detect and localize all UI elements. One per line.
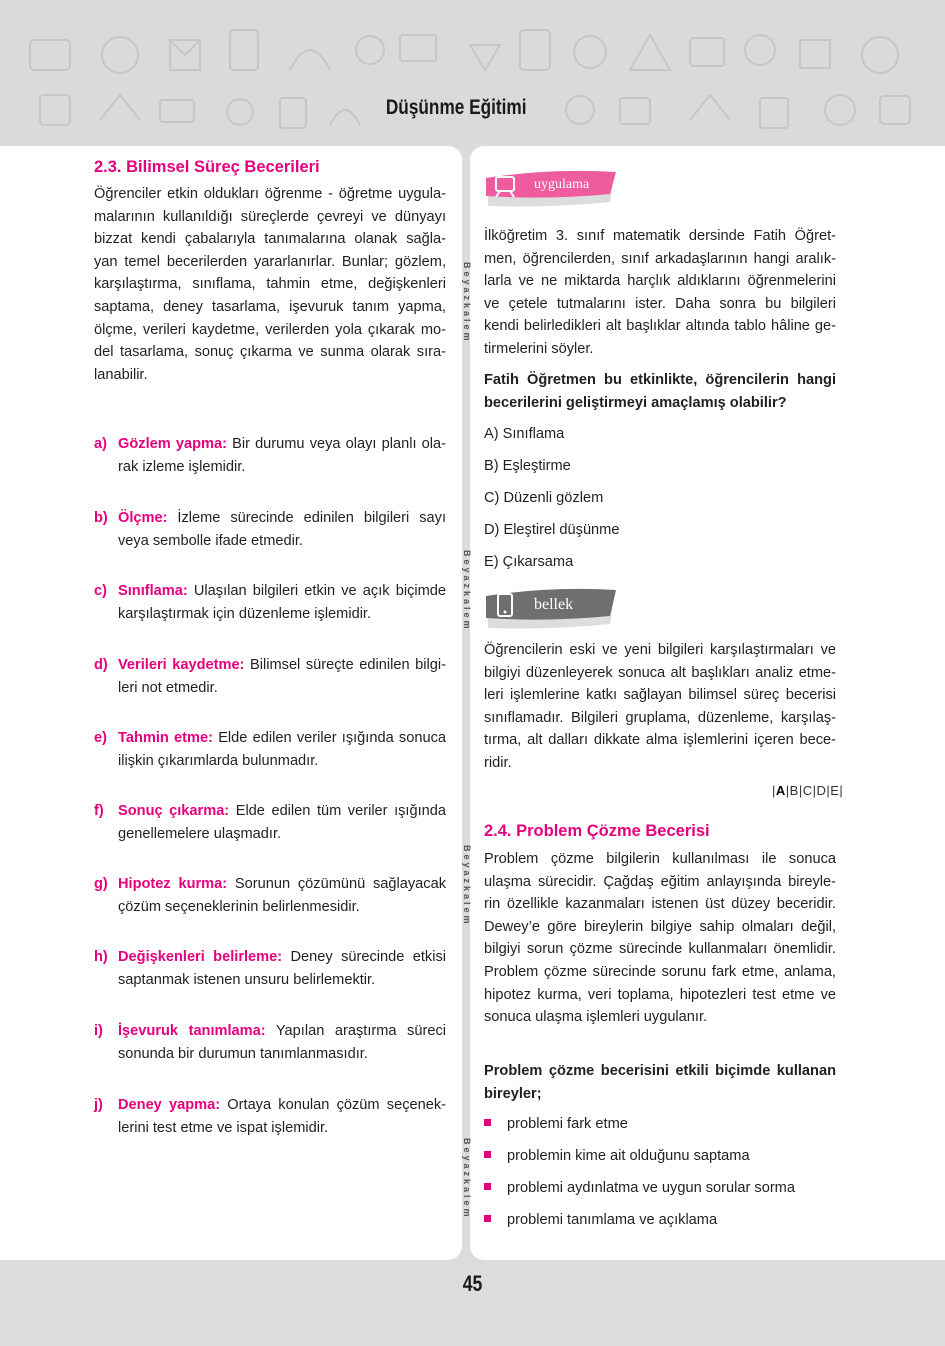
intro-line: bizzat kendi çabalarıyla tanımalarına olanak sağla- xyxy=(94,231,446,248)
question-stem-line: Fatih Öğretmen bu etkinlikte, öğrencilerin hangi xyxy=(484,372,836,388)
explanation-line: tırma, alt dalları dikkate alma işlemlerini içeren bece- xyxy=(484,732,836,749)
list-item xyxy=(94,873,446,918)
page-header xyxy=(0,0,945,150)
item-letter: j) xyxy=(94,1097,103,1113)
option-c: C) Düzenli gözlem xyxy=(484,490,604,506)
question-line: men, öğrencilerden, sınıf arkadaşlarının hangi aralık- xyxy=(484,250,836,267)
section-line: hipotez kurma, veri toplama, hipotezleri test etme ve xyxy=(484,986,836,1003)
item-letter: a) xyxy=(94,436,107,452)
list-item xyxy=(94,580,446,625)
page-number: 45 xyxy=(462,1271,483,1296)
item-term: Verileri kaydetme: xyxy=(118,657,245,673)
list-item xyxy=(94,507,446,552)
item-letter: g) xyxy=(94,876,108,892)
question-stem-line: becerilerini geliştirmeyi amaçlamış olabilir? xyxy=(484,394,787,411)
intro-line: malarının kullanıldığı süreçlerde çevreyi ve dünyayı xyxy=(94,208,446,225)
list-item xyxy=(94,946,446,991)
item-letter: d) xyxy=(94,657,108,673)
item-definition: Sorunun çözümünü sağlayacak çözüm seçeneklerinin belirlenmesidir. xyxy=(118,876,446,915)
section-line: sonuca ulaşma işlemleri uygulanır. xyxy=(484,1009,708,1026)
section-line: Dewey’e göre bireylerin bilgiye sahip olmaları değil, xyxy=(484,918,836,935)
bullet-item xyxy=(484,1212,717,1228)
item-definition: İzleme sürecinde edinilen bilgileri sayı veya sembolle ifade etmedir. xyxy=(118,510,446,549)
explanation-line: Öğrencilerin eski ve yeni bilgileri karşılaştırmaları ve xyxy=(484,642,836,658)
uygulama-label: uygulama xyxy=(534,177,590,192)
section-line: bilgiyi sorun çözme sürecinde kullanmaları önemlidir. xyxy=(484,941,836,958)
bullet-square-icon xyxy=(484,1215,491,1222)
header-pattern-icon xyxy=(0,0,945,150)
item-letter: c) xyxy=(94,583,107,599)
explanation-line: ridir. xyxy=(484,754,512,771)
question-line: larla ve ne miktarda harçlık aldıklarını öğrenmelerini xyxy=(484,273,836,290)
item-definition: Ulaşılan bilgileri etkin ve açık biçimde karşılaştırmak için düzenleme işlemidir. xyxy=(118,583,446,622)
list-item xyxy=(94,1094,446,1139)
list-item xyxy=(94,727,446,772)
bullet-text: problemi aydınlatma ve uygun sorular sorma xyxy=(507,1180,795,1196)
bullet-text: problemi tanımlama ve açıklama xyxy=(507,1212,718,1228)
option-e: E) Çıkarsama xyxy=(484,554,574,570)
section-title-2-4: 2.4. Problem Çözme Becerisi xyxy=(484,822,710,840)
question-line: kendi belirledikleri alt başlıklar altında tablo hâline ge- xyxy=(484,318,836,335)
intro-line: Öğrenciler etkin oldukları öğrenme - öğretme uygula- xyxy=(94,186,446,202)
bullet-item xyxy=(484,1148,750,1164)
list-item xyxy=(94,1020,446,1065)
page-title: Düşünme Eğitimi xyxy=(386,96,527,119)
item-letter: f) xyxy=(94,803,104,819)
section-line: Problem çözme sürecinde sorunu fark etme, anlama, xyxy=(484,963,836,980)
item-definition: Yapılan araştırma süreci sonunda bir durumun tanımlanmasıdır. xyxy=(118,1023,446,1062)
intro-line: lanabilir. xyxy=(94,366,148,383)
problem-solving-paragraph xyxy=(484,848,836,1029)
section-title-2-3: 2.3. Bilimsel Süreç Becerileri xyxy=(94,158,320,176)
list-intro-line: bireyler; xyxy=(484,1085,542,1102)
answer-key-correct: A xyxy=(775,783,786,798)
item-letter: h) xyxy=(94,949,108,965)
item-definition: Elde edilen tüm veriler ışığında genellemelere ulaşmadır. xyxy=(118,803,447,842)
list-item xyxy=(94,433,446,478)
answer-key-rest: |B|C|D|E| xyxy=(785,783,844,798)
question-stem xyxy=(484,369,836,414)
intro-line: karşılaştırma, sınıflama, tahmin etme, değişkenleri xyxy=(94,276,446,293)
list-intro-line: Problem çözme becerisini etkili biçimde kullanan xyxy=(484,1063,836,1079)
question-paragraph xyxy=(484,225,836,361)
item-term: Tahmin etme: xyxy=(118,730,213,746)
side-watermark-label: Beyazkalem xyxy=(462,550,472,632)
item-definition: Deney sürecinde etkisi saptanmak istenen unsuru belirlemektir. xyxy=(118,949,446,988)
list-item xyxy=(94,800,446,845)
option-d: D) Eleştirel düşünme xyxy=(484,522,620,538)
item-term: Deney yapma: xyxy=(118,1097,221,1113)
item-definition: Bir durumu veya olayı planlı ola-rak izleme işlemidir. xyxy=(118,436,446,475)
item-letter: i) xyxy=(94,1023,103,1039)
section-line: rin özellikle kazanmaları istenen üst düzey beceridir. xyxy=(484,896,836,913)
list-intro xyxy=(484,1060,836,1105)
option-a: A) Sınıflama xyxy=(484,426,565,442)
item-letter: e) xyxy=(94,730,107,746)
question-line: tirmelerini söyler. xyxy=(484,340,594,357)
bullet-text: problemi fark etme xyxy=(507,1116,628,1132)
item-term: İşevuruk tanımlama: xyxy=(118,1023,266,1039)
intro-line: saptama, deney tasarlama, işevuruk tanım yapma, xyxy=(94,298,446,315)
question-line: İlköğretim 3. sınıf matematik dersinde Fatih Öğret- xyxy=(484,228,836,244)
explanation-line: bilgiyi düzenleyerek sonuca alt başlıkları analiz etme- xyxy=(484,664,836,681)
section-line: ulaşma sürecidir. Çağdaş eğitim anlayışında bireyle- xyxy=(484,873,836,890)
intro-line: del tasarlama, sonuç çıkarma ve sunma olarak sıra- xyxy=(94,344,446,361)
bullet-square-icon xyxy=(484,1119,491,1126)
item-definition: Bilimsel süreçte edinilen bilgi-leri not etmedir. xyxy=(118,657,446,696)
item-term: Hipotez kurma: xyxy=(118,876,228,892)
uygulama-badge xyxy=(484,166,618,210)
option-b: B) Eşleştirme xyxy=(484,458,571,474)
explanation-line: leri işlemlerine katkı sağlayan bilimsel süreç becerisi xyxy=(484,687,836,704)
intro-line: ölçme, verileri kaydetme, verilerden yola çıkarak mo- xyxy=(94,321,446,338)
list-item xyxy=(94,654,446,699)
item-letter: b) xyxy=(94,510,108,526)
intro-line: yan temel becerilerden yararlanırlar. Bunlar; gözlem, xyxy=(94,253,446,270)
item-term: Ölçme: xyxy=(118,510,168,526)
explanation-paragraph xyxy=(484,639,836,775)
explanation-line: sınıflamadır. Bilgileri gruplama, düzenleme, karşılaş- xyxy=(484,709,836,726)
item-term: Sonuç çıkarma: xyxy=(118,803,230,819)
item-definition: Ortaya konulan çözüm seçenek-lerini test etme ve ispat işlemidir. xyxy=(118,1097,446,1136)
answer-key xyxy=(772,783,843,798)
item-definition: Elde edilen veriler ışığında sonuca ilişkin çıkarımlarda bulunmadır. xyxy=(118,730,446,769)
side-watermark-label: Beyazkalem xyxy=(462,1138,472,1220)
item-term: Değişkenleri belirleme: xyxy=(118,949,283,965)
intro-paragraph xyxy=(94,183,446,386)
side-watermark-label: Beyazkalem xyxy=(462,845,472,927)
bullet-square-icon xyxy=(484,1183,491,1190)
bullet-text: problemin kime ait olduğunu saptama xyxy=(507,1148,750,1164)
bullet-square-icon xyxy=(484,1151,491,1158)
bellek-label: bellek xyxy=(534,596,574,613)
item-term: Sınıflama: xyxy=(118,583,188,599)
answer-key-lead: | xyxy=(772,783,776,798)
bullet-item xyxy=(484,1116,628,1132)
section-line: Problem çözme bilgilerin kullanılması ile sonuca xyxy=(484,851,836,867)
bullet-item xyxy=(484,1180,795,1196)
side-watermark-label: Beyazkalem xyxy=(462,262,472,344)
item-term: Gözlem yapma: xyxy=(118,436,227,452)
bellek-badge xyxy=(484,586,618,630)
question-line: ve çetele tutmalarını ister. Daha sonra bu bilgileri xyxy=(484,295,836,312)
